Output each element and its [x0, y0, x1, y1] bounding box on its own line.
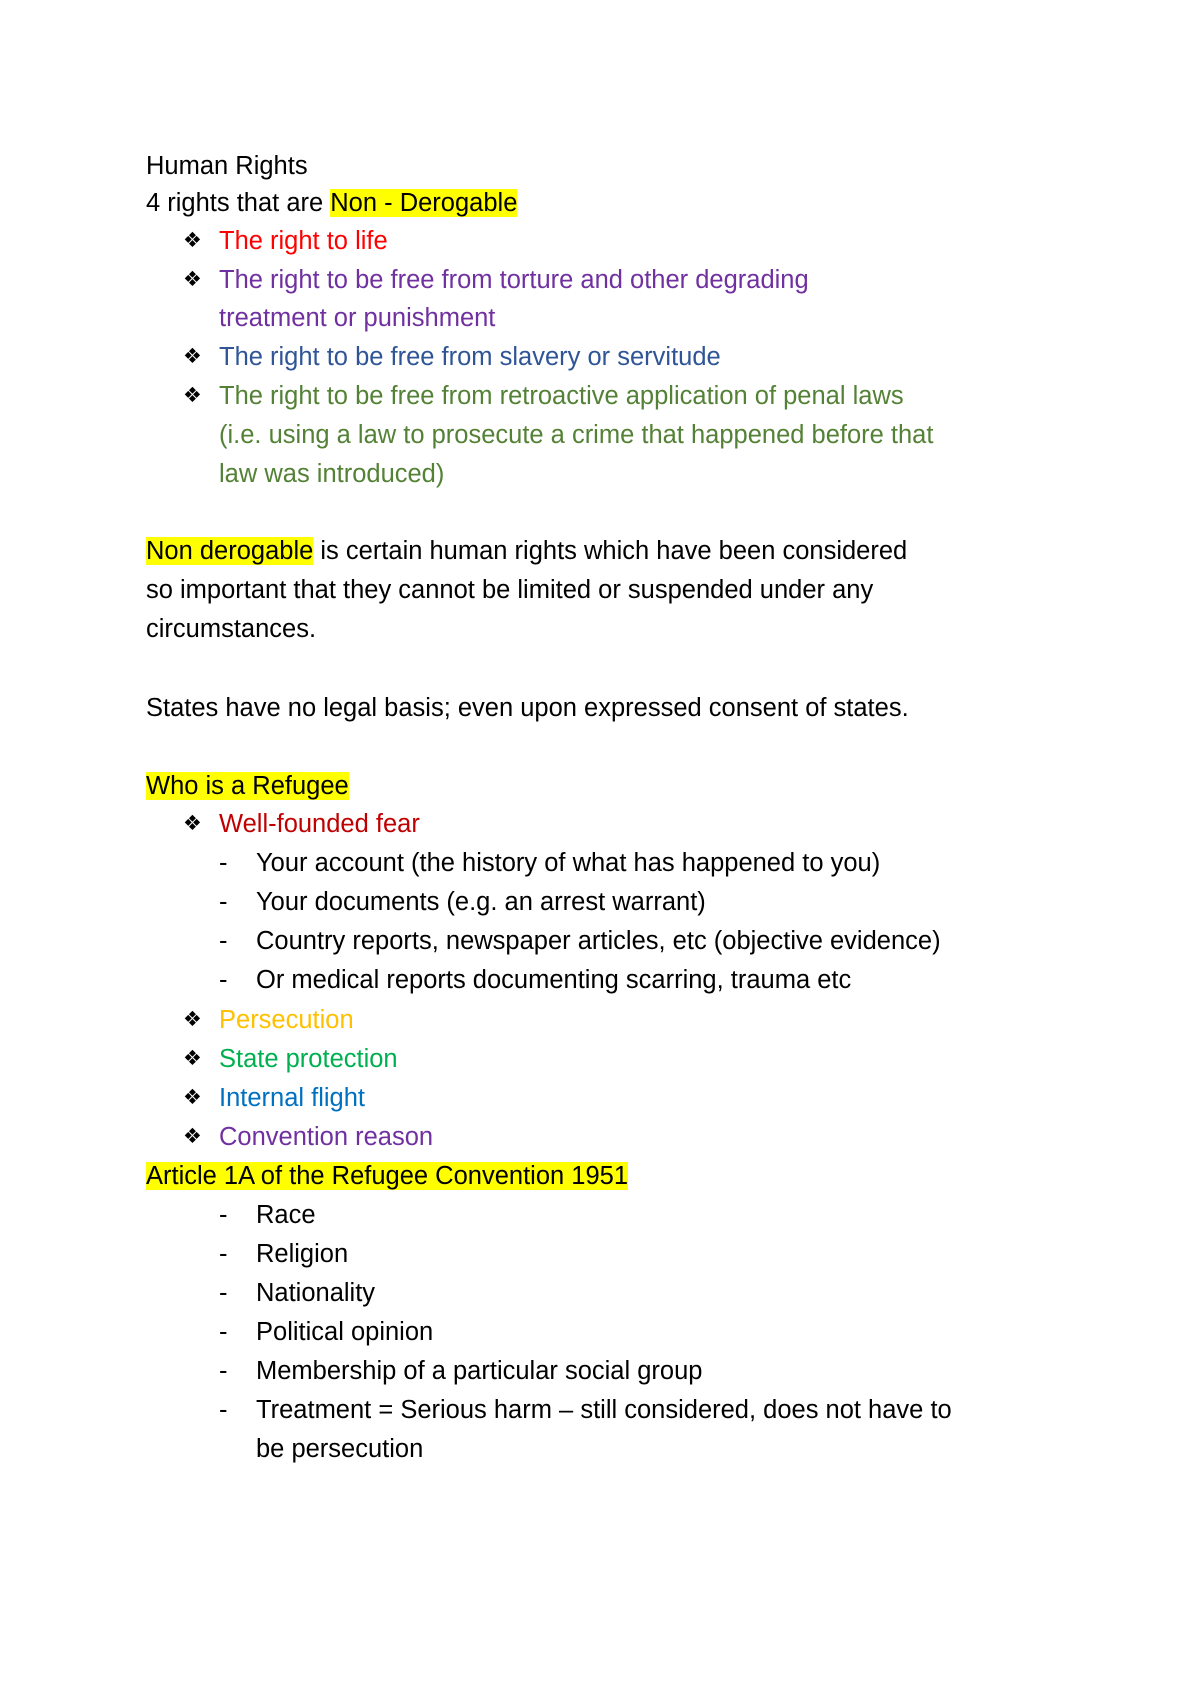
diamond-bullet-icon: ❖ — [183, 1125, 202, 1148]
diamond-bullet-icon: ❖ — [183, 1008, 202, 1031]
diamond-bullet-icon: ❖ — [183, 812, 202, 835]
criterion-internal-flight: Internal flight — [219, 1084, 366, 1112]
definition-text: is certain human rights which have been considered — [313, 537, 908, 565]
definition-line-2: so important that they cannot be limited or suspended under any — [146, 576, 874, 604]
diamond-bullet-icon: ❖ — [183, 345, 202, 368]
diamond-bullet-icon: ❖ — [183, 384, 202, 407]
evidence-item: Your account (the history of what has happened to you) — [256, 849, 881, 877]
non-derogable-term: Non derogable — [146, 537, 314, 565]
right-to-life: The right to life — [219, 227, 388, 255]
dash-bullet: - — [219, 927, 228, 955]
intro-line — [146, 185, 517, 221]
reason-political-opinion: Political opinion — [256, 1318, 434, 1346]
reason-social-group: Membership of a particular social group — [256, 1357, 703, 1385]
criterion-persecution: Persecution — [219, 1006, 354, 1034]
evidence-item: Your documents (e.g. an arrest warrant) — [256, 888, 706, 916]
right-free-from-slavery: The right to be free from slavery or servitude — [219, 343, 721, 371]
dash-bullet: - — [219, 1240, 228, 1268]
dash-bullet: - — [219, 1201, 228, 1229]
refugee-heading-text: Who is a Refugee — [146, 772, 349, 800]
dash-bullet: - — [219, 966, 228, 994]
dash-bullet: - — [219, 1318, 228, 1346]
right-free-from-retroactive-laws-cont2: law was introduced) — [219, 460, 445, 488]
reason-race: Race — [256, 1201, 316, 1229]
right-free-from-retroactive-laws: The right to be free from retroactive application of penal laws — [219, 382, 904, 410]
non-derogable-highlight: Non - Derogable — [330, 189, 518, 217]
treatment-line-2: be persecution — [256, 1435, 424, 1463]
diamond-bullet-icon: ❖ — [183, 1086, 202, 1109]
diamond-bullet-icon: ❖ — [183, 229, 202, 252]
dash-bullet: - — [219, 888, 228, 916]
refugee-heading — [146, 768, 349, 804]
treatment-line-1: Treatment = Serious harm – still considered, does not have to — [256, 1396, 952, 1424]
criterion-state-protection: State protection — [219, 1045, 398, 1073]
reason-religion: Religion — [256, 1240, 349, 1268]
states-line: States have no legal basis; even upon expressed consent of states. — [146, 694, 909, 722]
right-free-from-torture: The right to be free from torture and other degrading — [219, 266, 809, 294]
dash-bullet: - — [219, 1279, 228, 1307]
diamond-bullet-icon: ❖ — [183, 268, 202, 291]
dash-bullet: - — [219, 1357, 228, 1385]
article-heading — [146, 1158, 628, 1194]
dash-bullet: - — [219, 849, 228, 877]
definition-line-1 — [146, 533, 907, 569]
dash-bullet: - — [219, 1396, 228, 1424]
criterion-convention-reason: Convention reason — [219, 1123, 434, 1151]
diamond-bullet-icon: ❖ — [183, 1047, 202, 1070]
definition-line-3: circumstances. — [146, 615, 317, 643]
intro-text: 4 rights that are — [146, 189, 331, 217]
evidence-item: Country reports, newspaper articles, etc (objective evidence) — [256, 927, 941, 955]
evidence-item: Or medical reports documenting scarring, trauma etc — [256, 966, 852, 994]
right-free-from-retroactive-laws-cont1: (i.e. using a law to prosecute a crime that happened before that — [219, 421, 934, 449]
article-heading-text: Article 1A of the Refugee Convention 1951 — [146, 1162, 628, 1190]
right-free-from-torture-cont: treatment or punishment — [219, 304, 496, 332]
reason-nationality: Nationality — [256, 1279, 376, 1307]
criterion-well-founded-fear: Well-founded fear — [219, 810, 420, 838]
doc-title: Human Rights — [146, 152, 308, 180]
